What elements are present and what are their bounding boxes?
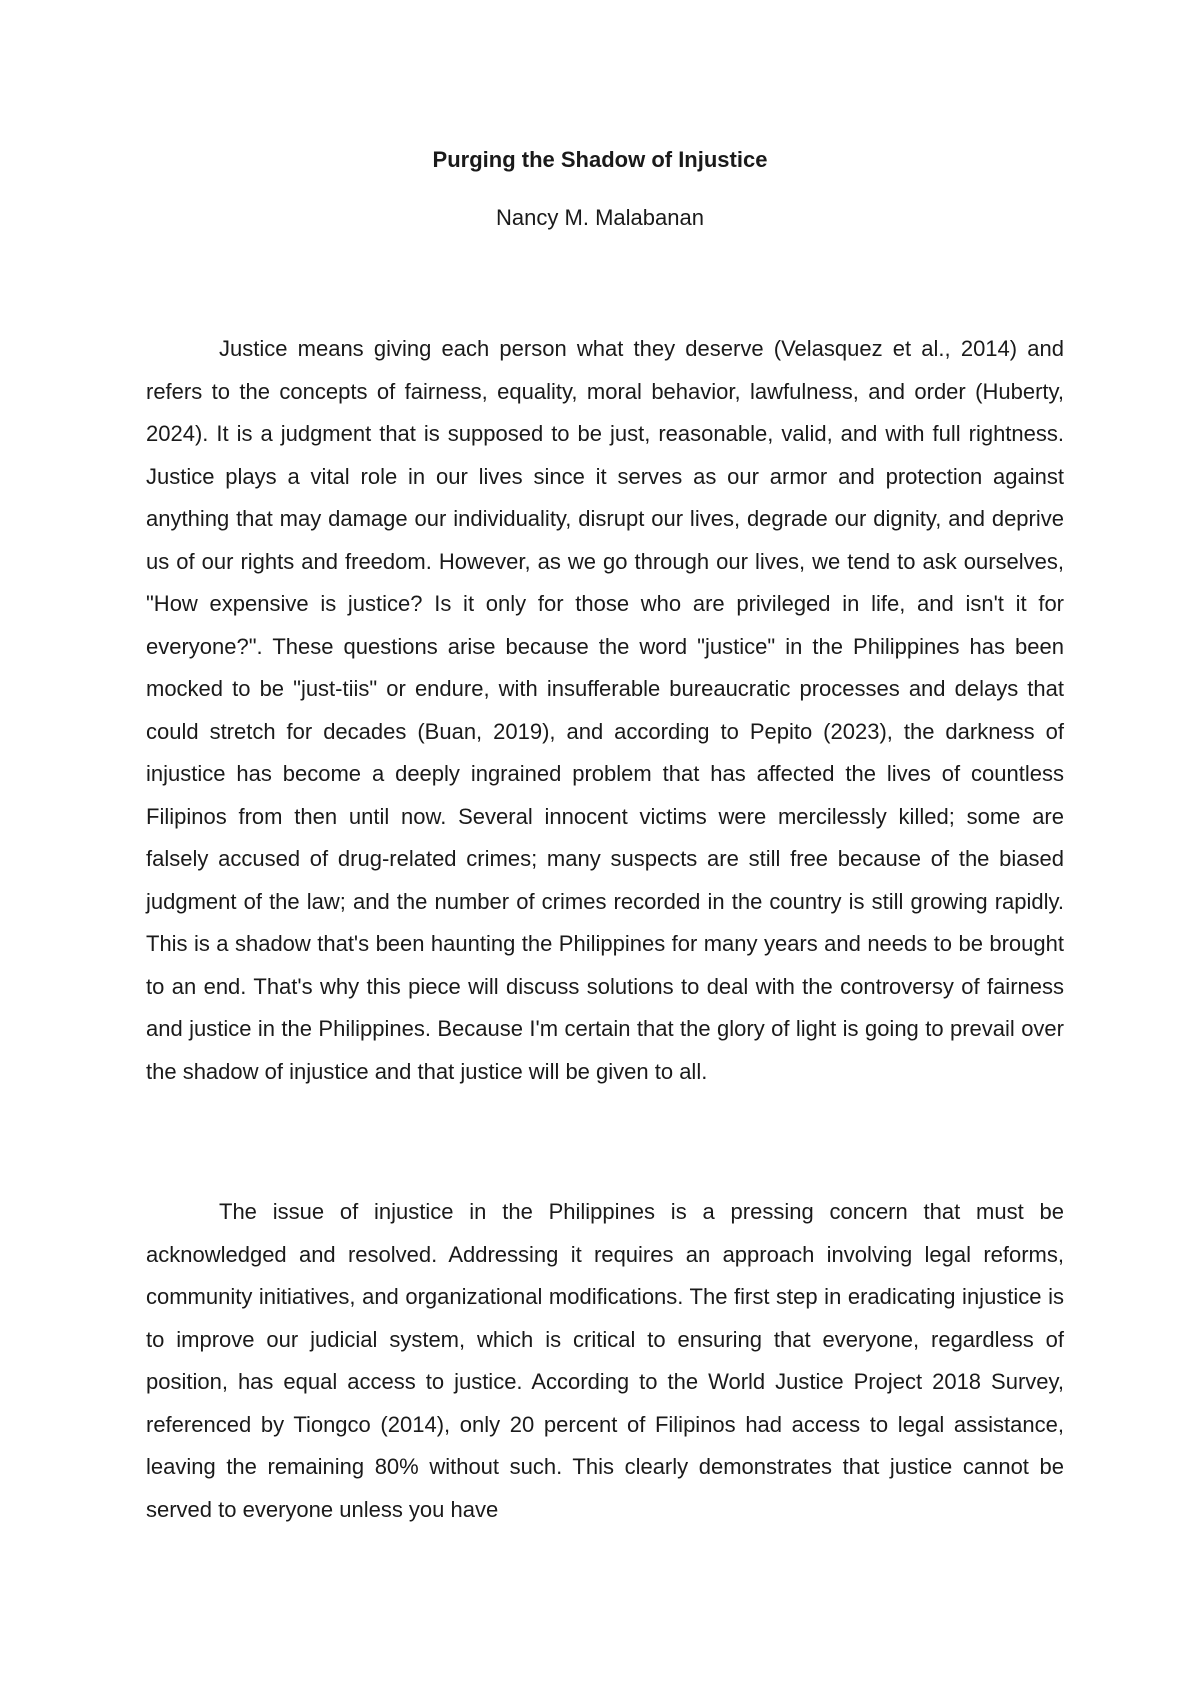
author-name: Nancy M. Malabanan [496, 205, 704, 230]
body-paragraph-2: The issue of injustice in the Philippines is a pressing concern that must be acknowledged and resolved. Addressing it requires an approach involving legal reforms, community initiatives, and organizational modifications. The first step in eradicating injustice is to improve our judicial system, which is critical to ensuring that everyone, regardless of position, has equal access to justice. According to the World Justice Project 2018 Survey, referenced by Tiongco (2014), only 20 percent of Filipinos had access to legal assistance, leaving the remaining 80% without such. This clearly demonstrates that justice cannot be served to everyone unless you have [146, 1199, 1064, 1522]
document-title: Purging the Shadow of Injustice [432, 147, 768, 172]
body-paragraph-1: Justice means giving each person what they deserve (Velasquez et al., 2014) and refers to the concepts of fairness, equality, moral behavior, lawfulness, and order (Huberty, 2024). It is a judgment that is supposed to be just, reasonable, valid, and with full rightness. Justice plays a vital role in our lives since it serves as our armor and protection against anything that may damage our individuality, disrupt our lives, degrade our dignity, and deprive us of our rights and freedom. However, as we go through our lives, we tend to ask ourselves, "How expensive is justice? Is it only for those who are privileged in life, and isn't it for everyone?". These questions arise because the word "justice" in the Philippines has been mocked to be "just-tiis" or endure, with insufferable bureaucratic processes and delays that could stretch for decades (Buan, 2019), and according to Pepito (2023), the darkness of injustice has become a deeply ingrained problem that has affected the lives of countless Filipinos from then until now. Several innocent victims were mercilessly killed; some are falsely accused of drug-related crimes; many suspects are still free because of the biased judgment of the law; and the number of crimes recorded in the country is still growing rapidly. This is a shadow that's been haunting the Philippines for many years and needs to be brought to an end. That's why this piece will discuss solutions to deal with the controversy of fairness and justice in the Philippines. Because I'm certain that the glory of light is going to prevail over the shadow of injustice and that justice will be given to all. [146, 336, 1064, 1084]
